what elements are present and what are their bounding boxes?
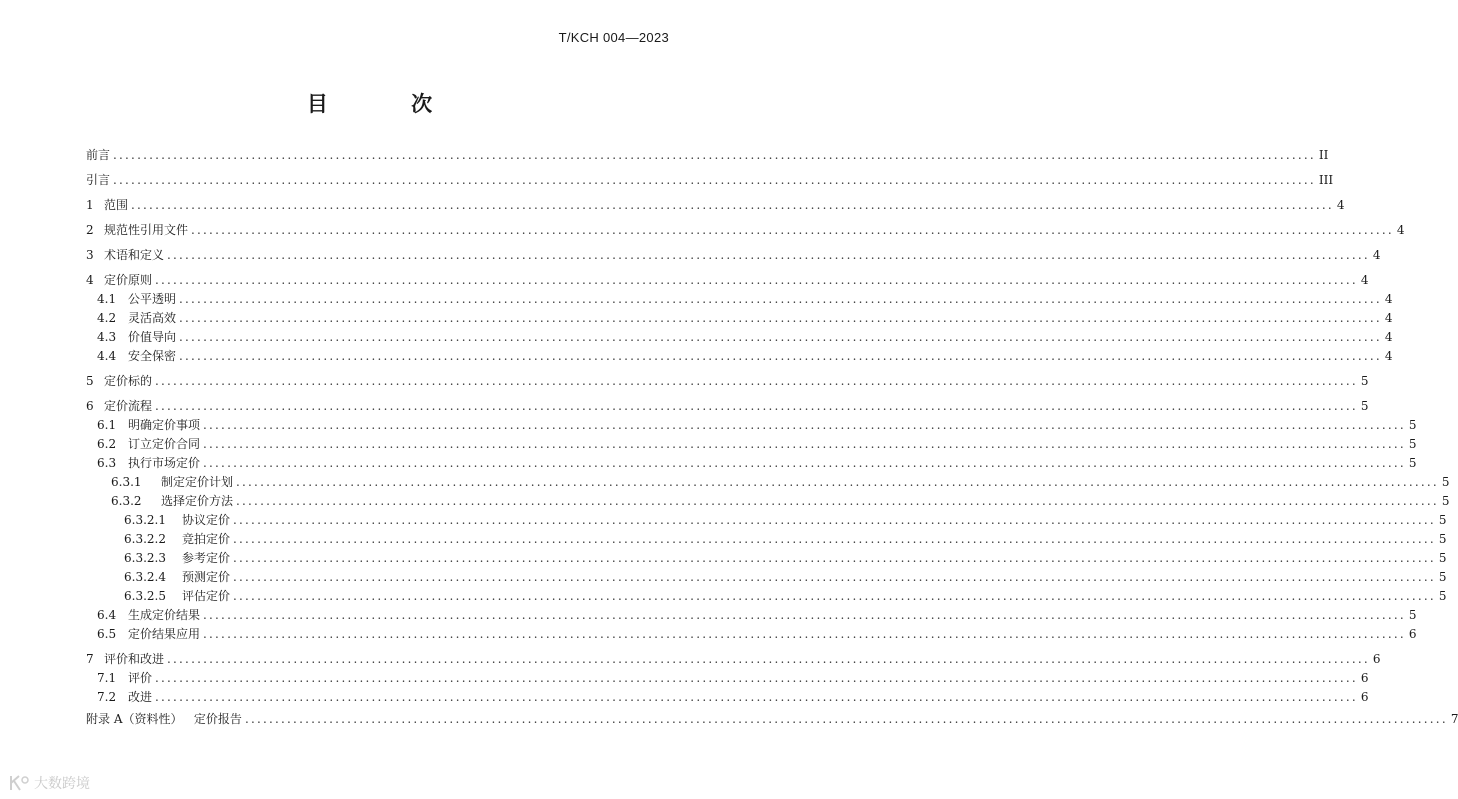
toc-entry-label [86,290,176,308]
toc-entry-label [86,416,200,434]
toc-entry-label [86,221,188,239]
toc-entry[interactable] [86,309,1393,327]
leader-dots: ........................................................................................................................................................................................................ [203,418,1406,432]
toc-page-number: 4 [1372,248,1381,262]
toc-entry-number: 6.3 [97,456,117,470]
toc-page-number: 4 [1384,292,1393,306]
toc-entry-label [86,171,110,189]
toc-page-number: 4 [1384,349,1393,363]
toc-entry-title: 制定定价计划 [161,475,234,489]
toc-entry-number: 6.3.2.1 [124,513,166,527]
toc-entry-title: 规范性引用文件 [104,223,189,237]
standard-code: T/KCH 004—2023 [558,30,669,45]
toc-entry-title: 评价和改进 [104,652,165,666]
toc-entry-label [86,625,200,643]
toc-page-number: 5 [1408,437,1417,451]
watermark-text: 大数跨境 [34,776,90,792]
leader-dots: ........................................................................................................................................................................................................ [236,494,1439,508]
toc-page-number: 5 [1360,374,1369,388]
leader-dots: ........................................................................................................................................................................................................ [244,712,1448,726]
toc-entry-number: 5 [86,374,94,388]
toc-entry-title: 执行市场定价 [128,456,201,470]
leader-dots: ........................................................................................................................................................................................................ [203,608,1406,622]
toc-page-number: 5 [1441,494,1450,508]
toc-entry[interactable] [86,328,1393,346]
leader-dots: ........................................................................................................................................................................................................ [155,671,1358,685]
toc-entry-label [86,511,230,529]
leader-dots: ........................................................................................................................................................................................................ [167,248,1370,262]
toc-entry[interactable] [86,587,1447,605]
toc-page-number: 5 [1438,513,1447,527]
leader-dots: ........................................................................................................................................................................................................ [191,223,1394,237]
toc-entry-title: 定价标的 [104,374,153,388]
toc-entry[interactable] [86,416,1417,434]
toc-page-number: 4 [1336,198,1345,212]
toc-entry[interactable] [86,347,1393,365]
toc-entry-number: 4.2 [97,311,117,325]
toc-entry-label [86,328,176,346]
toc-entry-label [86,492,233,510]
leader-dots: ........................................................................................................................................................................................................ [155,273,1358,287]
toc-page-number: 6 [1360,690,1369,704]
toc-entry-title: 生成定价结果 [128,608,201,622]
leader-dots: ........................................................................................................................................................................................................ [179,330,1382,344]
toc-entry-number: 6.3.2 [111,494,142,508]
toc-page-number: 6 [1360,671,1369,685]
leader-dots: ........................................................................................................................................................................................................ [155,690,1358,704]
toc-entry-title: 灵活高效 [128,311,177,325]
toc-entry-title: 定价原则 [104,273,153,287]
toc-entry-label [86,650,164,668]
toc-entry-number: 6.3.2.4 [124,570,166,584]
leader-dots: ........................................................................................................................................................................................................ [167,652,1370,666]
toc-entry[interactable] [86,549,1447,567]
toc-entry[interactable] [86,511,1447,529]
toc-entry-label [86,669,152,687]
toc-entry-number: 4 [86,273,94,287]
toc-entry-number: 6.1 [97,418,117,432]
toc-entry-number: 6.3.1 [111,475,142,489]
toc-entry[interactable] [86,221,1405,239]
toc-entry-number: 7.1 [97,671,117,685]
leader-dots: ........................................................................................................................................................................................................ [203,456,1406,470]
toc-entry[interactable] [86,606,1417,624]
leader-dots: ........................................................................................................................................................................................................ [203,627,1406,641]
leader-dots: ........................................................................................................................................................................................................ [203,437,1406,451]
toc-entry[interactable] [86,710,1458,728]
toc-page-number: 5 [1438,589,1447,603]
toc-entry-title: 预测定价 [182,570,231,584]
toc-entry-title: 附录 A（资料性） 定价报告 [86,712,242,726]
leader-dots: ........................................................................................................................................................................................................ [179,349,1382,363]
toc-page-number: 5 [1408,456,1417,470]
toc-entry-label [86,372,152,390]
toc-page-number: 5 [1441,475,1450,489]
toc-page-number: 4 [1360,273,1369,287]
toc-entry-label [86,309,176,327]
toc-entry-title: 安全保密 [128,349,177,363]
toc-entry-title: 订立定价合同 [128,437,201,451]
toc-entry-number: 2 [86,223,94,237]
watermark [8,773,90,793]
toc-entry-title: 价值导向 [128,330,177,344]
toc-page-number: 5 [1360,399,1369,413]
toc-page-number: 6 [1372,652,1381,666]
toc-page-number: 5 [1408,418,1417,432]
toc-entry[interactable] [86,171,1334,189]
toc-entry-number: 6.2 [97,437,117,451]
toc-entry-title: 前言 [86,148,111,162]
toc-entry[interactable] [86,669,1369,687]
toc-entry[interactable] [86,625,1417,643]
toc-entry[interactable] [86,246,1381,264]
leader-dots: ........................................................................................................................................................................................................ [179,311,1382,325]
toc-entry-title: 评估定价 [182,589,231,603]
toc-entry[interactable] [86,568,1447,586]
toc-entry-title: 评价 [128,671,153,685]
toc-entry-title: 定价流程 [104,399,153,413]
toc-entry-label [86,246,164,264]
toc-entry-title: 术语和定义 [104,248,165,262]
toc-entry[interactable] [86,492,1450,510]
leader-dots: ........................................................................................................................................................................................................ [155,399,1358,413]
leader-dots: ........................................................................................................................................................................................................ [179,292,1382,306]
toc-entry-title: 范围 [104,198,129,212]
toc-page-number: 4 [1396,223,1405,237]
leader-dots: ........................................................................................................................................................................................................ [233,551,1436,565]
leader-dots: ........................................................................................................................................................................................................ [113,173,1316,187]
toc-entry-label [86,146,110,164]
toc-page-number: 5 [1438,532,1447,546]
toc-entry-label [86,568,230,586]
leader-dots: ........................................................................................................................................................................................................ [131,198,1334,212]
toc-entry-label [86,587,230,605]
leader-dots: ........................................................................................................................................................................................................ [233,532,1436,546]
toc-page-number: 4 [1384,330,1393,344]
toc-entry-label [86,688,152,706]
toc-entry-title: 协议定价 [182,513,231,527]
toc-page-number: 5 [1408,608,1417,622]
toc-entry-label [86,710,242,728]
leader-dots: ........................................................................................................................................................................................................ [233,589,1436,603]
toc-entry[interactable] [86,688,1369,706]
leader-dots: ........................................................................................................................................................................................................ [155,374,1358,388]
toc-entry-title: 竞拍定价 [182,532,231,546]
toc-entry[interactable] [86,435,1417,453]
toc-entry-title: 选择定价方法 [161,494,234,508]
leader-dots: ........................................................................................................................................................................................................ [113,148,1316,162]
toc-entry-number: 7 [86,652,94,666]
toc-entry-title: 定价结果应用 [128,627,201,641]
leader-dots: ........................................................................................................................................................................................................ [233,570,1436,584]
toc-page-number: 5 [1438,570,1447,584]
toc-entry-number: 6.4 [97,608,117,622]
toc-entry[interactable] [86,650,1381,668]
toc-page-number: III [1318,173,1334,187]
toc-entry-label [86,196,128,214]
toc-entry-number: 7.2 [97,690,117,704]
toc-entry-number: 6.3.2.3 [124,551,166,565]
toc-entry[interactable] [86,271,1369,289]
toc-entry-label [86,435,200,453]
toc-entry-title: 公平透明 [128,292,177,306]
toc-page-number: 7 [1450,712,1458,726]
toc-entry-number: 6.3.2.5 [124,589,166,603]
toc-entry[interactable] [86,290,1393,308]
toc-entry-number: 4.4 [97,349,117,363]
toc-entry-title: 引言 [86,173,111,187]
toc-entry-number: 6.3.2.2 [124,532,166,546]
toc-entry-label [86,347,176,365]
toc-entry-number: 1 [86,198,94,212]
toc-entry-label [86,606,200,624]
leader-dots: ........................................................................................................................................................................................................ [233,513,1436,527]
toc-entry-title: 参考定价 [182,551,231,565]
toc-entry-label [86,271,152,289]
toc-page-number: 5 [1438,551,1447,565]
toc-entry[interactable] [86,397,1369,415]
leader-dots: ........................................................................................................................................................................................................ [236,475,1439,489]
toc-entry-number: 3 [86,248,94,262]
toc-page-number: 4 [1384,311,1393,325]
toc-entry[interactable] [86,196,1345,214]
toc-entry-label [86,397,152,415]
toc-entry-label [86,549,230,567]
toc-entry-number: 6.5 [97,627,117,641]
k-logo-icon [8,774,30,792]
toc-entry[interactable] [86,454,1417,472]
toc-entry-title: 明确定价事项 [128,418,201,432]
toc-entry[interactable] [86,530,1447,548]
toc-entry-number: 4.3 [97,330,117,344]
toc-entry-label [86,473,233,491]
toc-entry-title: 改进 [128,690,153,704]
page-title: 目 次 [306,92,471,116]
toc-entry[interactable] [86,473,1450,491]
toc-page-number: 6 [1408,627,1417,641]
toc-entry-number: 4.1 [97,292,117,306]
toc-page-number: II [1318,148,1329,162]
toc-entry-label [86,530,230,548]
toc-entry[interactable] [86,146,1329,164]
toc-entry-number: 6 [86,399,94,413]
toc-entry-label [86,454,200,472]
toc-entry[interactable] [86,372,1369,390]
